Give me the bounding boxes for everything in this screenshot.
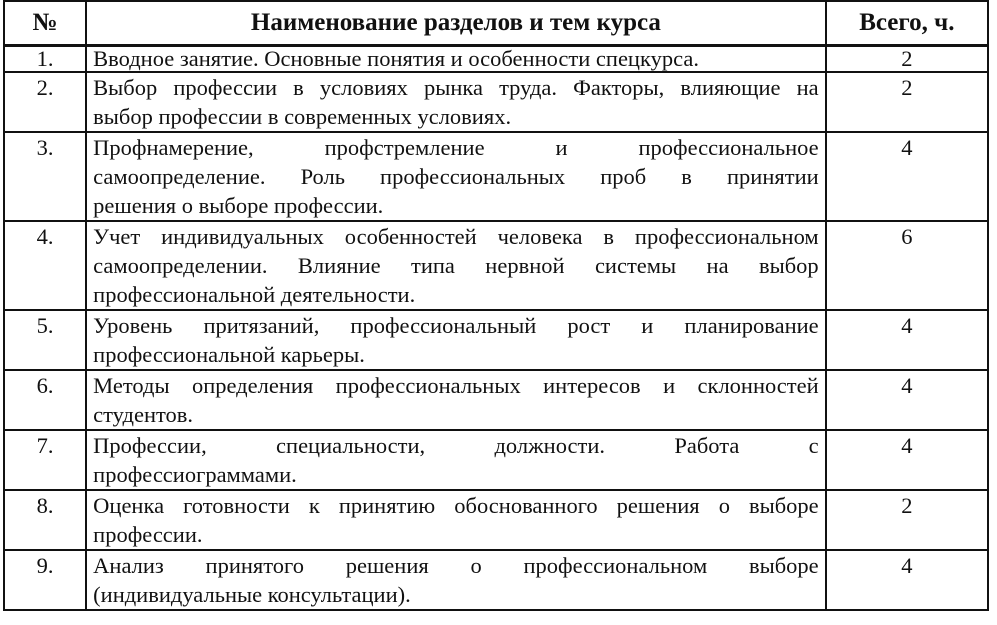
row-title-line: Уровень притязаний, профессиональный рост и планирование <box>93 313 819 338</box>
table-row <box>4 72 988 132</box>
table-row <box>4 490 988 550</box>
row-hours: 4 <box>826 550 988 610</box>
row-hours: 2 <box>826 46 988 73</box>
table-row <box>4 310 988 370</box>
row-title-line: (индивидуальные консультации). <box>93 582 411 607</box>
table-row <box>4 46 988 73</box>
row-title-line: Учет индивидуальных особенностей человека в профессиональном <box>93 224 819 249</box>
row-title-line: студентов. <box>93 402 194 427</box>
table-row <box>4 132 988 221</box>
row-hours: 4 <box>826 310 988 370</box>
row-title-line: профессиограммами. <box>93 462 297 487</box>
row-title <box>86 310 826 370</box>
row-hours: 2 <box>826 490 988 550</box>
row-title-line: Вводное занятие. Основные понятия и особенности спецкурса. <box>93 46 699 71</box>
row-title <box>86 221 826 310</box>
row-title-line: профессии. <box>93 522 203 547</box>
row-title <box>86 430 826 490</box>
row-title <box>86 72 826 132</box>
table-row <box>4 430 988 490</box>
row-number: 4. <box>4 221 86 310</box>
header-number: № <box>4 1 86 46</box>
row-number: 6. <box>4 370 86 430</box>
row-title <box>86 46 826 73</box>
row-number: 1. <box>4 46 86 73</box>
table-row <box>4 370 988 430</box>
table-row <box>4 550 988 610</box>
row-hours: 4 <box>826 430 988 490</box>
row-title-line: самоопределении. Влияние типа нервной системы на выбор <box>93 253 819 278</box>
table-row <box>4 221 988 310</box>
row-title <box>86 490 826 550</box>
header-hours: Всего, ч. <box>826 1 988 46</box>
row-number: 3. <box>4 132 86 221</box>
row-number: 8. <box>4 490 86 550</box>
row-title <box>86 370 826 430</box>
table-header-row <box>4 1 988 46</box>
row-number: 2. <box>4 72 86 132</box>
header-title: Наименование разделов и тем курса <box>86 1 826 46</box>
row-title-line: Оценка готовности к принятию обоснованного решения о выборе <box>93 493 819 518</box>
row-hours: 4 <box>826 132 988 221</box>
row-hours: 4 <box>826 370 988 430</box>
row-number: 9. <box>4 550 86 610</box>
row-title-line: профессиональной деятельности. <box>93 282 416 307</box>
row-title-line: самоопределение. Роль профессиональных проб в принятии <box>93 164 819 189</box>
row-title <box>86 132 826 221</box>
row-hours: 2 <box>826 72 988 132</box>
row-title-line: Профессии, специальности, должности. Работа с <box>93 433 819 458</box>
row-title-line: профессиональной карьеры. <box>93 342 365 367</box>
course-sections-table <box>3 0 989 611</box>
row-title-line: Выбор профессии в условиях рынка труда. Факторы, влияющие на <box>93 75 819 100</box>
row-hours: 6 <box>826 221 988 310</box>
row-title-line: Анализ принятого решения о профессиональном выборе <box>93 553 819 578</box>
row-number: 5. <box>4 310 86 370</box>
row-number: 7. <box>4 430 86 490</box>
row-title <box>86 550 826 610</box>
row-title-line: Профнамерение, профстремление и профессиональное <box>93 135 819 160</box>
row-title-line: выбор профессии в современных условиях. <box>93 104 512 129</box>
row-title-line: Методы определения профессиональных интересов и склонностей <box>93 373 819 398</box>
row-title-line: решения о выборе профессии. <box>93 193 384 218</box>
